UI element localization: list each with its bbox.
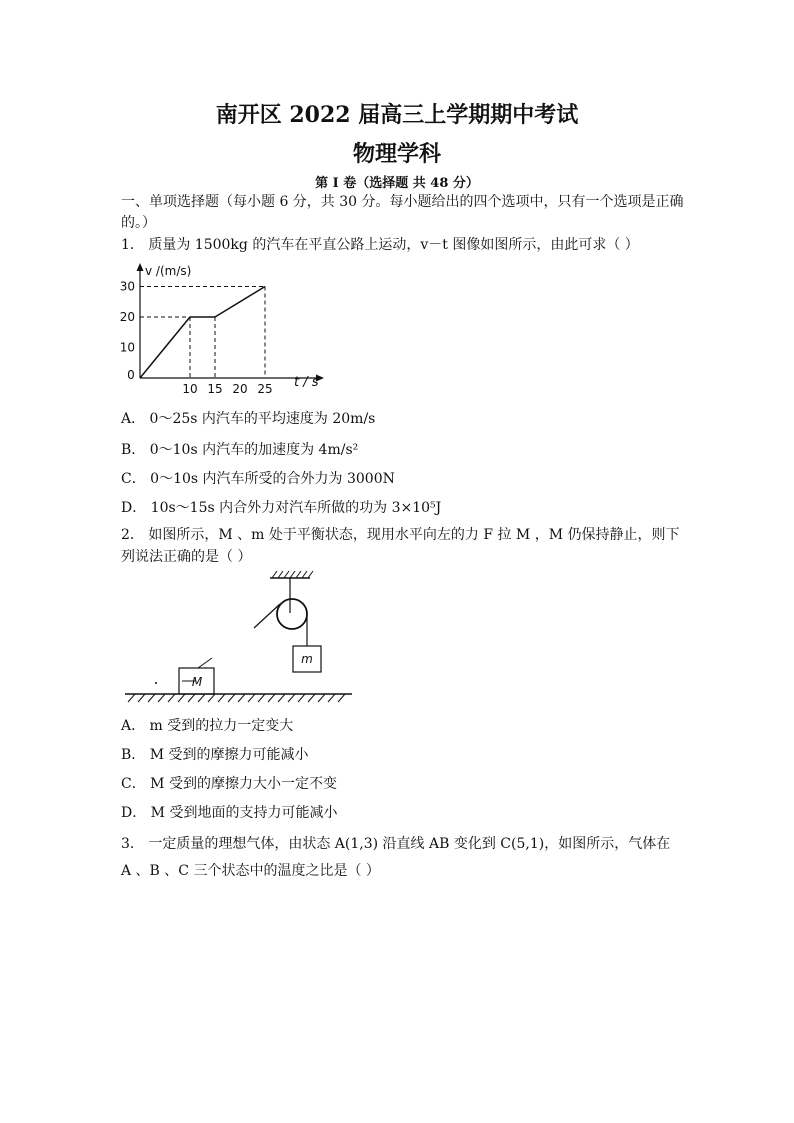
x-tick-label: 0 (127, 368, 135, 382)
q2-option-a: A． m 受到的拉力一定变大 (121, 718, 294, 734)
vt-graph (118, 258, 333, 398)
y-axis-arrow (137, 263, 144, 271)
q3-stem-line1: 3． 一定质量的理想气体，由状态 A(1,3) 沿直线 AB 变化到 C(5,1)，如图所示，气体在 (121, 836, 671, 852)
block-rope (198, 658, 212, 668)
ground (125, 694, 352, 702)
ground-block-label: M (191, 675, 203, 689)
series-segment-0 (140, 317, 190, 378)
ceiling (270, 571, 313, 578)
x-tick-label: 15 (207, 382, 223, 396)
instructions-line2: 的。） (121, 215, 156, 231)
q1-option-a: A． 0～25s 内汽车的平均速度为 20m/s (121, 411, 376, 427)
q1-stem: 1． 质量为 1500kg 的汽车在平直公路上运动，v－t 图像如图所示，由此可求（ ） (121, 237, 639, 253)
q1-option-b: B． 0～10s 内汽车的加速度为 4m/s² (121, 442, 359, 458)
q1-option-d: D． 10s～15s 内合外力对汽车所做的功为 3×10⁵J (121, 500, 442, 516)
q2-option-c: C． M 受到的摩擦力大小一定不变 (121, 776, 337, 792)
subject-title: 物理学科 (352, 141, 441, 167)
q2-option-d: D． M 受到地面的支持力可能减小 (121, 805, 338, 821)
exam-title: 南开区 2022 届高三上学期期中考试 (215, 102, 579, 128)
q1-option-c: C． 0～10s 内汽车所受的合外力为 3000N (121, 471, 395, 487)
q2-stem-line1: 2． 如图所示，M 、m 处于平衡状态，现用水平向左的力 F 拉 M ，M 仍保持静止，则下 (121, 527, 680, 543)
series-segment-2 (215, 287, 265, 318)
x-axis-label: t / s (294, 375, 319, 390)
instructions-line1: 一、单项选择题（每小题 6 分，共 30 分。每小题给出的四个选项中，只有一个选项是正确 (121, 194, 684, 210)
x-tick-label: 10 (182, 382, 198, 396)
q3-stem-line2: A 、B 、C 三个状态中的温度之比是（ ） (121, 863, 380, 879)
small-mark (155, 682, 157, 684)
y-tick-label: 30 (119, 279, 135, 294)
pulley-wheel (277, 599, 307, 629)
y-axis-label: v /(m/s) (145, 264, 192, 278)
x-tick-label: 20 (232, 382, 248, 396)
q2-stem-line2: 列说法正确的是（ ） (121, 549, 252, 565)
y-tick-label: 10 (119, 340, 135, 355)
pulley-figure (120, 566, 360, 706)
hanging-block-label: m (301, 652, 313, 666)
y-tick-label: 20 (119, 310, 135, 324)
section-heading: 第 I 卷（选择题 共 48 分） (315, 176, 479, 191)
q2-option-b: B． M 受到的摩擦力可能减小 (121, 747, 309, 763)
x-tick-label: 25 (257, 382, 273, 396)
rope-slanted (254, 604, 280, 628)
